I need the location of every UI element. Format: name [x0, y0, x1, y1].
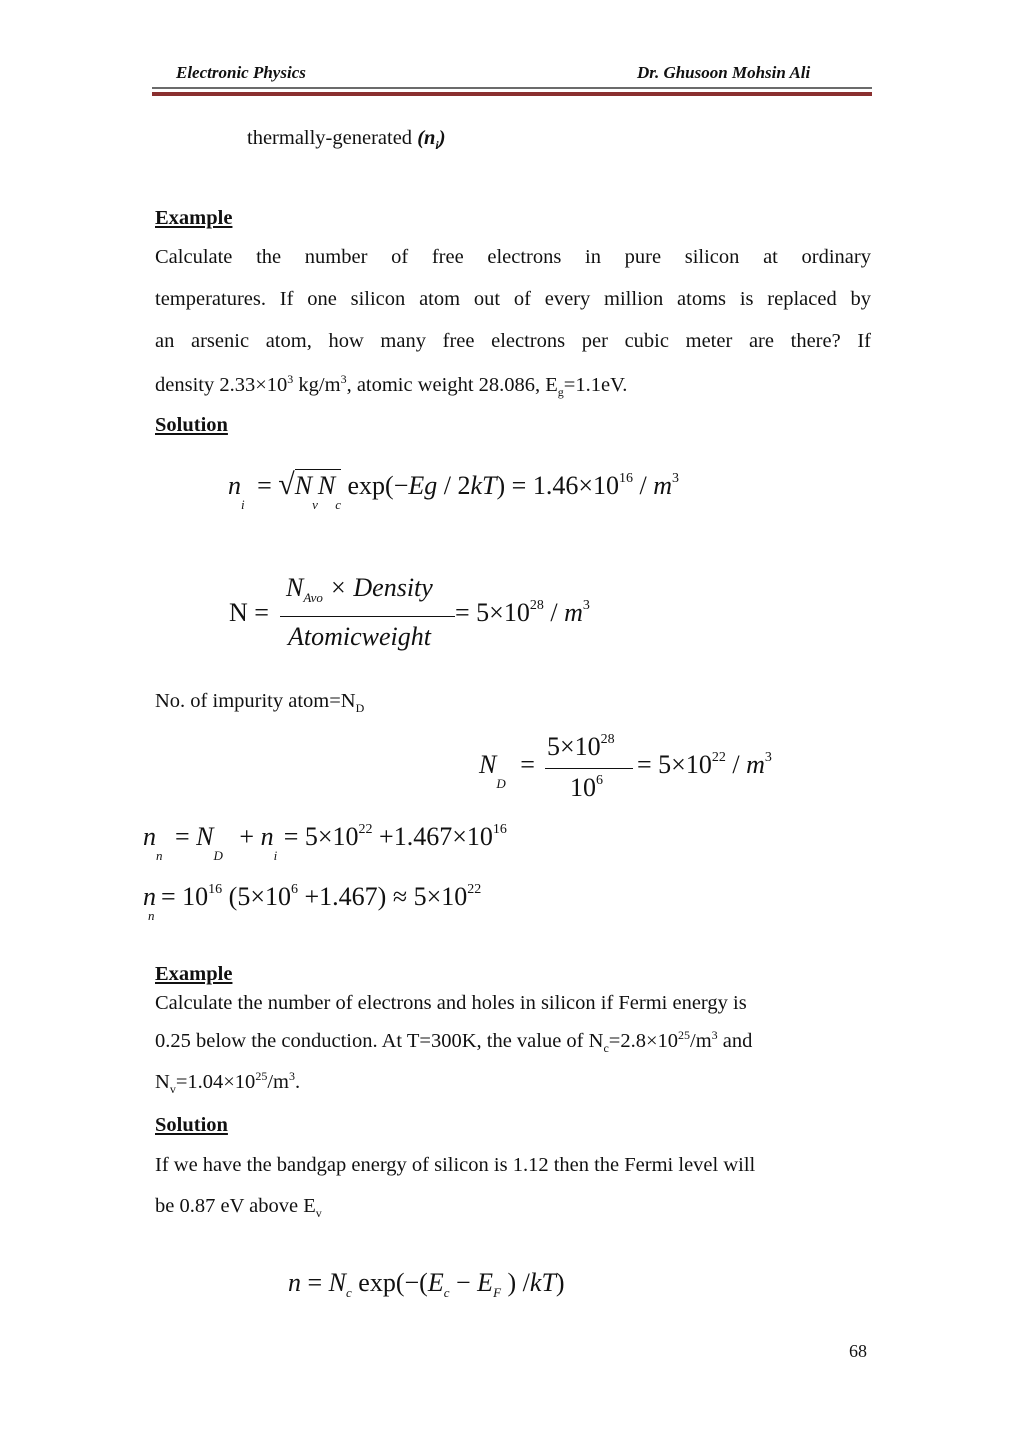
example1-line3: an arsenic atom, how many free electrons per cubic meter are there? If [155, 330, 871, 352]
eq4-plus: + [239, 822, 255, 851]
example1-density-a: density 2.33×10 [155, 374, 288, 396]
solution2-line2-a: be 0.87 eV above E [155, 1195, 316, 1217]
eq4-n-sub: n [156, 848, 163, 863]
header-author: Dr. Ghusoon Mohsin Ali [637, 63, 811, 82]
example2-line1: Calculate the number of electrons and holes in silicon if Fermi energy is [155, 992, 747, 1014]
eq5-sup1: 16 [208, 882, 223, 897]
eq1-eg: Eg [408, 471, 438, 500]
example1-line4 [155, 364, 627, 406]
eq4-rhs: = 5×10 [283, 822, 359, 851]
page-number: 68 [849, 1341, 867, 1361]
eq5-sup2: 6 [291, 882, 298, 897]
eq4-n: n [143, 822, 156, 851]
eq1-n: n [228, 471, 241, 500]
eq1-unit-m: m [653, 471, 673, 500]
example2-line3-d: . [294, 1071, 301, 1093]
example2-line2 [155, 1020, 752, 1062]
eq1-nc-sub: c [335, 497, 342, 512]
solution2-ev-sub: v [315, 1206, 322, 1221]
eq6-tail-b: ) [555, 1268, 565, 1297]
eq1-equals: = [257, 471, 272, 500]
eq5-equals: = 10 [161, 882, 209, 911]
example2-line2-c: /m [690, 1030, 712, 1052]
header-left-title: Electronic Physics [176, 63, 306, 82]
eq3-lhs [479, 750, 535, 791]
solution2-line2 [155, 1185, 322, 1227]
eq6-ef-sub: F [493, 1285, 502, 1300]
eq2-numerator [286, 573, 433, 603]
eq3-fraction-bar [545, 768, 633, 769]
eq6-n: n [288, 1268, 301, 1297]
eq3-nd: N [479, 750, 497, 779]
eq2-fraction-bar [280, 616, 455, 617]
eq6-ef: E [477, 1268, 494, 1297]
example2-line2-a: 0.25 below the conduction. At T=300K, the value of N [155, 1030, 604, 1052]
eq5-mid: (5×10 [222, 882, 291, 911]
example2-nc-sup: 25 [678, 1028, 691, 1043]
eq6-tail-a: ) / [501, 1268, 530, 1297]
example1-heading: Example [155, 207, 233, 229]
example1-density-sup2: 3 [340, 372, 347, 387]
eq2-navo-n: N [286, 573, 304, 602]
eq1-radicand [294, 469, 342, 512]
equation-ni [228, 468, 680, 512]
eq6-exp: exp(−( [351, 1268, 428, 1297]
eq3-rhs-slash: / [725, 750, 747, 779]
eq2-rhs-slash: / [543, 598, 565, 627]
eq4-nd: N [196, 822, 214, 851]
eq3-rhs-sup: 22 [711, 750, 726, 765]
example1-line1: Calculate the number of free electrons in pure silicon at ordinary [155, 246, 871, 268]
example2-line3 [155, 1061, 300, 1103]
eq1-exp-sup: 16 [619, 471, 633, 486]
eq5-tail: +1.467) ≈ 5×10 [298, 882, 468, 911]
eq4-rhs2-sup: 16 [492, 822, 507, 837]
eq3-rhs [637, 750, 772, 780]
eq5-nn [143, 882, 482, 923]
header-rule-thin [152, 87, 872, 89]
eq6-kt: kT [529, 1268, 556, 1297]
eq1-exp-b: / 2 [437, 471, 471, 500]
eq6-minus: − [449, 1268, 478, 1297]
solution2-heading: Solution [155, 1114, 228, 1136]
solution2-line1: If we have the bandgap energy of silicon is 1.12 then the Fermi level will [155, 1154, 756, 1176]
eq1-unit-slash: / [633, 471, 654, 500]
eq4-equals: = [175, 822, 190, 851]
intro-line: thermally-generated $(n_i)$ [247, 127, 446, 153]
eq2-rhs [455, 598, 590, 628]
eq1-kt: kT [470, 471, 497, 500]
example2-nv-sup2: 3 [288, 1069, 295, 1084]
eq1-nv-sub: v [312, 497, 318, 512]
header-rule-thick [152, 92, 872, 96]
eq1-exp-c: ) = 1.46×10 [496, 471, 619, 500]
example2-line3-c: /m [267, 1071, 289, 1093]
eq2-rhs-m: m [564, 598, 583, 627]
example2-nc-sup2: 3 [711, 1028, 718, 1043]
eq3-equals: = [520, 750, 535, 779]
intro-text: thermally-generated [247, 127, 418, 149]
solution1-heading: Solution [155, 414, 228, 436]
eq5-sup3: 22 [467, 882, 482, 897]
eq3-num: 5×10 [547, 732, 601, 761]
example2-line3-a: N [155, 1071, 170, 1093]
eq3-numerator [547, 732, 615, 762]
eq6-nc: N [328, 1268, 347, 1297]
example1-line2: temperatures. If one silicon atom out of every million atoms is replaced by [155, 288, 871, 310]
eq1-n-sub: i [241, 497, 245, 512]
eq3-nd-sub: D [496, 776, 506, 791]
eq2-denominator: Atomicweight [288, 622, 431, 651]
equation-n-electrons [288, 1268, 565, 1298]
intro-var-i: i [435, 138, 439, 153]
impurity-label [155, 680, 364, 722]
eq1-nc: N [317, 471, 336, 500]
eq6-nc-sub: c [346, 1285, 352, 1300]
eq2-rhs-value: = 5×10 [455, 598, 530, 627]
example1-density-sup1: 3 [287, 372, 294, 387]
eq4-ni: n [260, 822, 274, 851]
eq6-ec-sub: c [443, 1285, 450, 1300]
example2-line3-b: =1.04×10 [175, 1071, 256, 1093]
example2-nc-sub: c [603, 1041, 609, 1056]
eq6-equals: = [301, 1268, 329, 1297]
example1-density-c: , atomic weight 28.086, E [346, 374, 558, 396]
eq3-rhs-m: m [746, 750, 765, 779]
eq5-n: n [143, 882, 156, 911]
example2-line2-d: and [717, 1030, 753, 1052]
eq3-den: 10 [570, 773, 596, 802]
eq2-navo-sub: Avo [303, 590, 323, 605]
intro-var-n: n [424, 127, 436, 149]
impurity-label-sub: D [355, 701, 365, 716]
eq1-sqrt-symbol: √ [278, 468, 295, 501]
eq1-nv: N [294, 471, 313, 500]
example1-density-sub: g [557, 385, 564, 400]
eq4-rhs-sup: 22 [358, 822, 373, 837]
example2-heading: Example [155, 963, 233, 985]
impurity-label-text: No. of impurity atom=N [155, 690, 356, 712]
example2-line2-b: =2.8×10 [608, 1030, 679, 1052]
eq3-denominator [570, 773, 603, 803]
eq3-rhs-sup2: 3 [764, 750, 772, 765]
eq2-lhs: N = [229, 598, 269, 627]
eq3-rhs-value: = 5×10 [637, 750, 712, 779]
eq4-ni-sub: i [273, 848, 278, 863]
eq2-density: × Density [329, 573, 433, 602]
example1-density-d: =1.1eV. [563, 374, 628, 396]
eq3-den-sup: 6 [596, 773, 603, 788]
eq4-rhs2: +1.467×10 [372, 822, 493, 851]
eq4-nd-sub: D [213, 848, 223, 863]
eq2-rhs-sup2: 3 [582, 598, 590, 613]
eq3-num-sup: 28 [600, 732, 615, 747]
example2-nv-sub: v [169, 1082, 176, 1097]
eq6-ec: E [427, 1268, 444, 1297]
eq5-n-sub: n [148, 908, 155, 923]
example2-nv-sup: 25 [255, 1069, 268, 1084]
eq1-exp-a: exp(− [347, 471, 409, 500]
eq1-unit-sup: 3 [672, 471, 680, 486]
example1-density-b: kg/m [293, 374, 341, 396]
eq4-nn [143, 822, 507, 863]
eq2-rhs-sup: 28 [529, 598, 544, 613]
